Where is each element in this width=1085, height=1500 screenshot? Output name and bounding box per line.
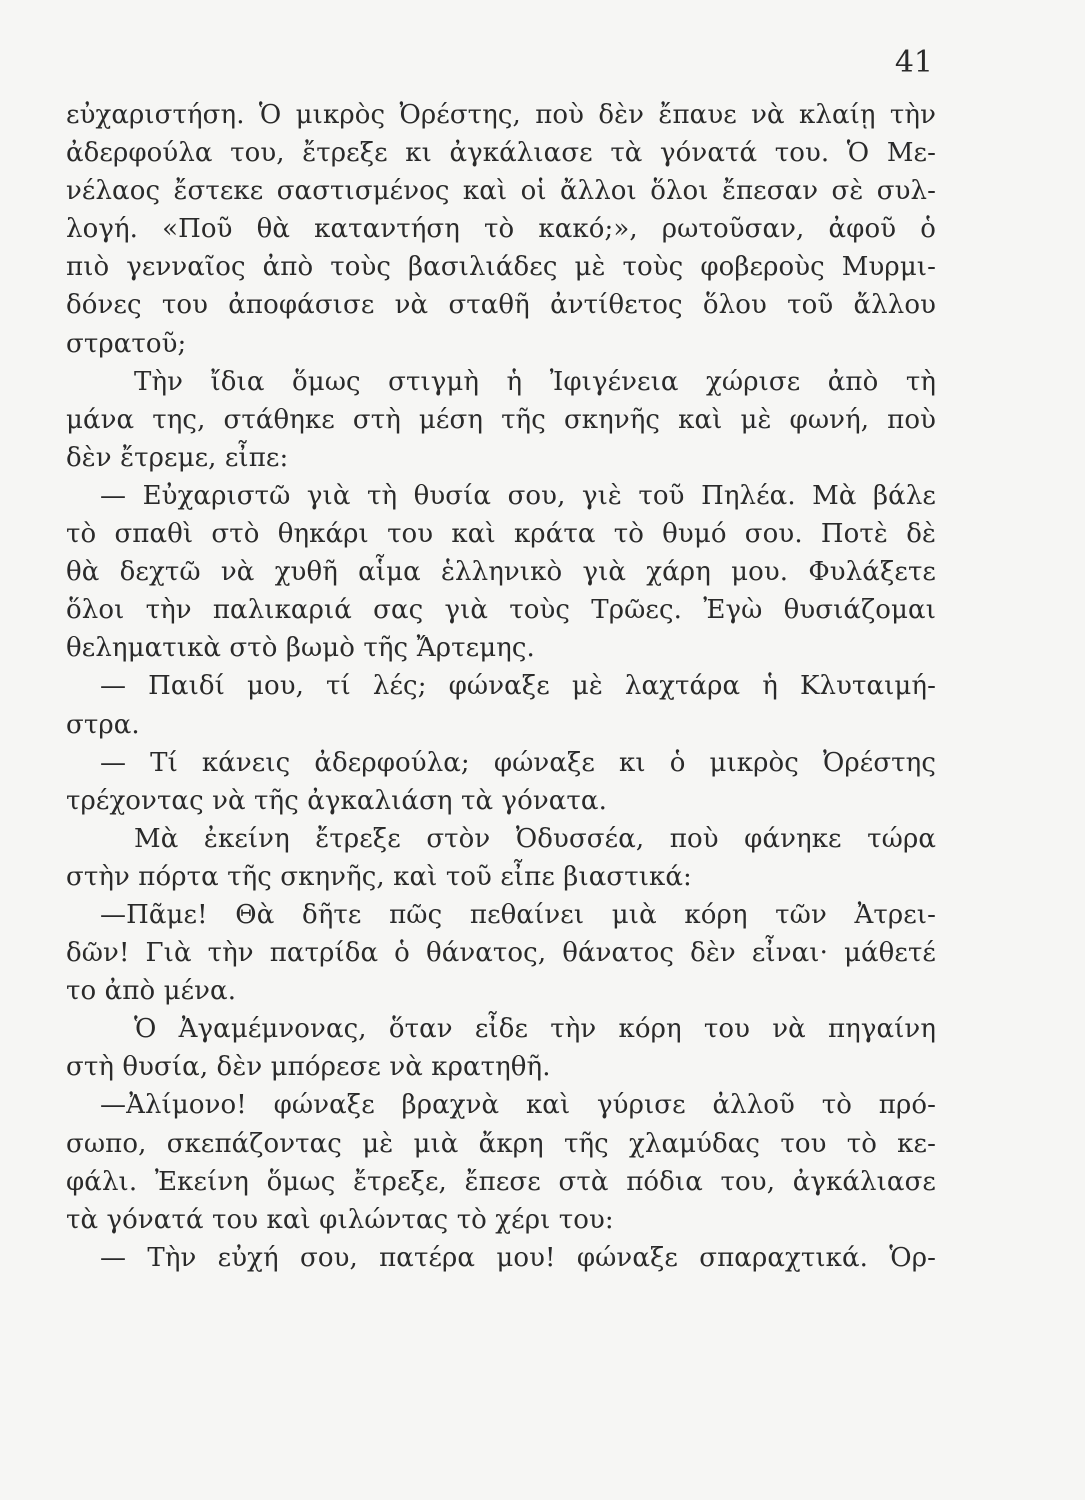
- text-line: δόνες του ἀποφάσισε νὰ σταθῆ ἀντίθετος ὅλου τοῦ ἄλλου: [66, 290, 936, 321]
- text-line: —Ἀλίμονο! φώναξε βραχνὰ καὶ γύρισε ἀλλοῦ τὸ πρό-: [100, 1090, 936, 1121]
- text-line: δὲν ἔτρεμε, εἶπε:: [66, 442, 289, 473]
- text-line: Μὰ ἐκείνη ἔτρεξε στὸν Ὀδυσσέα, ποὺ φάνηκε τώρα: [134, 823, 936, 854]
- text-line: Τὴν ἴδια ὅμως στιγμὴ ἡ Ἰφιγένεια χώρισε ἀπὸ τὴ: [134, 366, 936, 397]
- text-line: στὴν πόρτα τῆς σκηνῆς, καὶ τοῦ εἶπε βιαστικά:: [66, 861, 692, 892]
- text-line: — Τί κάνεις ἀδερφούλα; φώναξε κι ὁ μικρὸς Ὀρέστης: [100, 747, 936, 778]
- text-line: — Τὴν εὐχή σου, πατέρα μου! φώναξε σπαραχτικά. Ὁρ-: [100, 1242, 936, 1273]
- text-line: δῶν! Γιὰ τὴν πατρίδα ὁ θάνατος, θάνατος δὲν εἶναι· μάθετέ: [66, 938, 936, 969]
- text-line: ὅλοι τὴν παλικαριά σας γιὰ τοὺς Τρῶες. Ἐγὼ θυσιάζομαι: [66, 595, 936, 626]
- page-number: 41: [894, 45, 933, 80]
- text-line: στρα.: [66, 709, 140, 740]
- body-text: [66, 96, 936, 1277]
- text-line: θεληματικὰ στὸ βωμὸ τῆς Ἄρτεμης.: [66, 633, 535, 664]
- text-line: νέλαος ἔστεκε σαστισμένος καὶ οἱ ἄλλοι ὅλοι ἔπεσαν σὲ συλ-: [66, 176, 936, 207]
- text-line: το ἀπὸ μένα.: [66, 976, 237, 1007]
- text-line: πιὸ γενναῖος ἀπὸ τοὺς βασιλιάδες μὲ τοὺς φοβεροὺς Μυρμι-: [66, 252, 936, 283]
- text-line: τρέχοντας νὰ τῆς ἀγκαλιάση τὰ γόνατα.: [66, 785, 607, 816]
- text-line: εὐχαριστήση. Ὁ μικρὸς Ὀρέστης, ποὺ δὲν ἔπαυε νὰ κλαίῃ τὴν: [66, 100, 936, 130]
- text-line: —Πᾶμε! Θὰ δῆτε πῶς πεθαίνει μιὰ κόρη τῶν Ἀτρει-: [100, 899, 936, 930]
- text-line: φάλι. Ἐκείνη ὅμως ἔτρεξε, ἔπεσε στὰ πόδια του, ἀγκάλιασε: [66, 1166, 936, 1197]
- text-line: ἀδερφούλα του, ἔτρεξε κι ἀγκάλιασε τὰ γόνατά του. Ὁ Με-: [66, 138, 936, 169]
- text-line: σωπο, σκεπάζοντας μὲ μιὰ ἄκρη τῆς χλαμύδας του τὸ κε-: [66, 1128, 936, 1159]
- text-line: — Παιδί μου, τί λές; φώναξε μὲ λαχτάρα ἡ Κλυταιμή-: [100, 671, 936, 702]
- text-line: τὰ γόνατά του καὶ φιλώντας τὸ χέρι του:: [66, 1204, 614, 1235]
- text-line: στρατοῦ;: [66, 328, 187, 359]
- text-line: στὴ θυσία, δὲν μπόρεσε νὰ κρατηθῆ.: [66, 1052, 551, 1083]
- text-line: Ὁ Ἀγαμέμνονας, ὅταν εἶδε τὴν κόρη του νὰ πηγαίνη: [134, 1014, 936, 1045]
- text-line: μάνα της, στάθηκε στὴ μέση τῆς σκηνῆς καὶ μὲ φωνή, ποὺ: [66, 404, 936, 435]
- text-line: — Εὐχαριστῶ γιὰ τὴ θυσία σου, γιὲ τοῦ Πηλέα. Μὰ βάλε: [100, 480, 936, 511]
- text-line: λογή. «Ποῦ θὰ καταντήση τὸ κακό;», ρωτοῦσαν, ἀφοῦ ὁ: [66, 214, 936, 245]
- text-line: θὰ δεχτῶ νὰ χυθῆ αἷμα ἑλληνικὸ γιὰ χάρη μου. Φυλάξετε: [66, 557, 936, 588]
- text-line: τὸ σπαθὶ στὸ θηκάρι του καὶ κράτα τὸ θυμό σου. Ποτὲ δὲ: [66, 519, 936, 550]
